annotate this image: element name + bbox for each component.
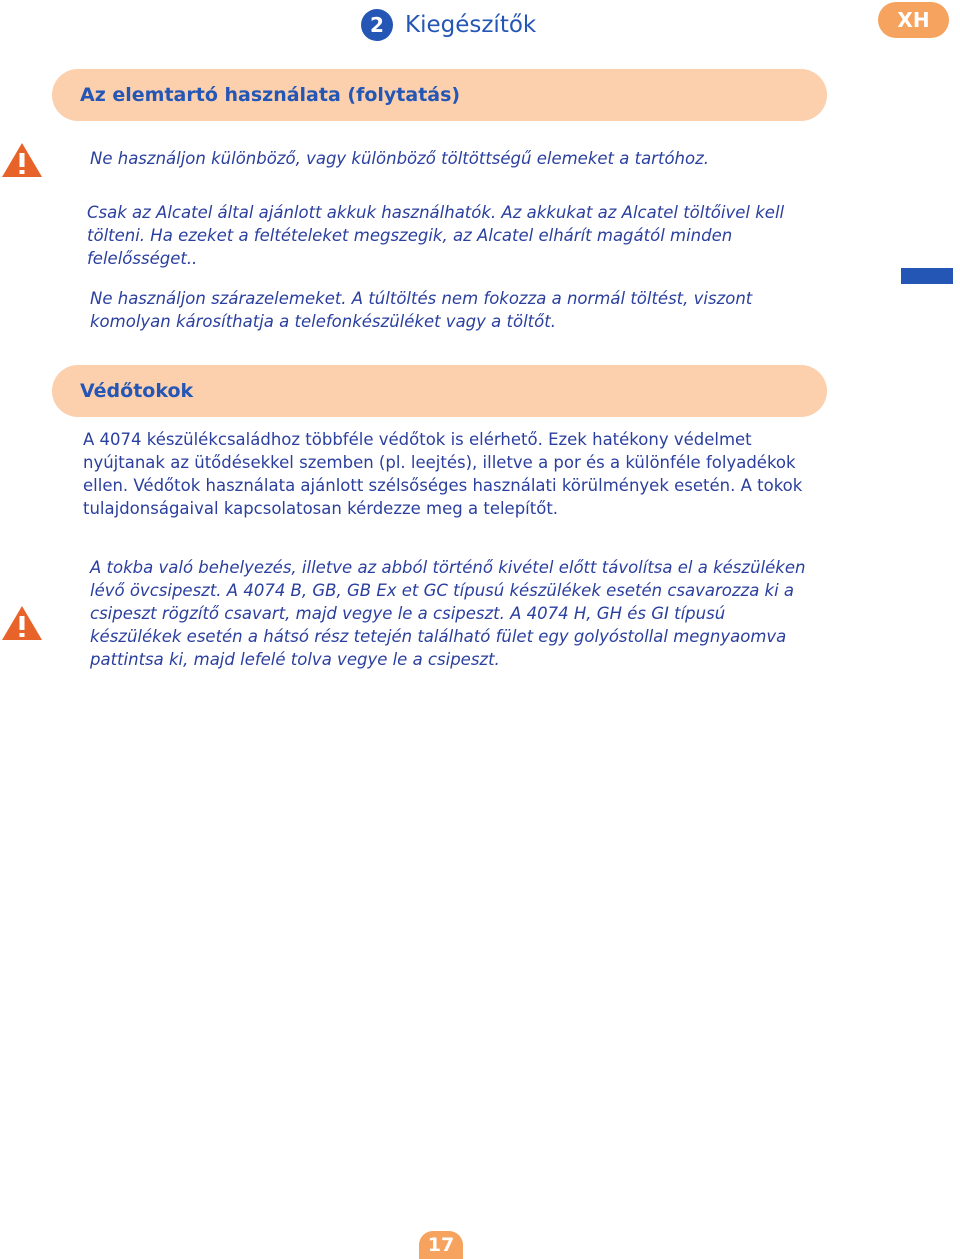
side-marker (901, 268, 953, 284)
paragraph-approved-batteries: Csak az Alcatel által ajánlott akkuk használhatók. Az akkukat az Alcatel töltőivel kell tölteni. Ha ezeket a feltételeket megszegik, az Alcatel elhárít magától minden felelősséget.. (87, 203, 785, 268)
warning-icon (0, 140, 44, 180)
chapter-number-badge: 2 (361, 9, 393, 41)
chapter-title: Kiegészítők (405, 12, 537, 38)
section-header-protective-cases: Védőtokok (52, 365, 827, 417)
section-header-battery-holder: Az elemtartó használata (folytatás) (52, 69, 827, 121)
page-number: 17 (419, 1231, 463, 1259)
warning-text-belt-clip: A tokba való behelyezés, illetve az abból történő kivétel előtt távolítsa el a készüléken lévő övcsipeszt. A 4074 B, GB, GB Ex et GC típusú készülékek esetén csavarozza ki a csipeszt rögzítő csavart, majd vegye le a csipeszt. A 4074 H, GH és GI típusú készülékek esetén a hátsó rész tetején található fület egy golyóstollal megnyaomva pattintsa ki, majd lefelé tolva vegye le a csipeszt. (90, 558, 806, 669)
language-tab: XH (878, 2, 949, 38)
paragraph-protective-cases: A 4074 készülékcsaládhoz többféle védőtok is elérhető. Ezek hatékony védelmet nyújtanak az ütődésekkel szemben (pl. leejtés), illetve a por és a különféle folyadékok ellen. Védőtok használata ajánlott szélsőséges használati körülmények esetén. A tokok tulajdonságaival kapcsolatosan kérdezze meg a telepítőt. (83, 430, 803, 518)
paragraph-no-dry-cells: Ne használjon szárazelemeket. A túltöltés nem fokozza a normál töltést, viszont komolyan károsíthatja a telefonkészüléket vagy a töltőt. (90, 289, 753, 331)
warning-icon (0, 603, 44, 643)
warning-text-mixed-batteries: Ne használjon különböző, vagy különböző töltöttségű elemeket a tartóhoz. (90, 149, 709, 168)
